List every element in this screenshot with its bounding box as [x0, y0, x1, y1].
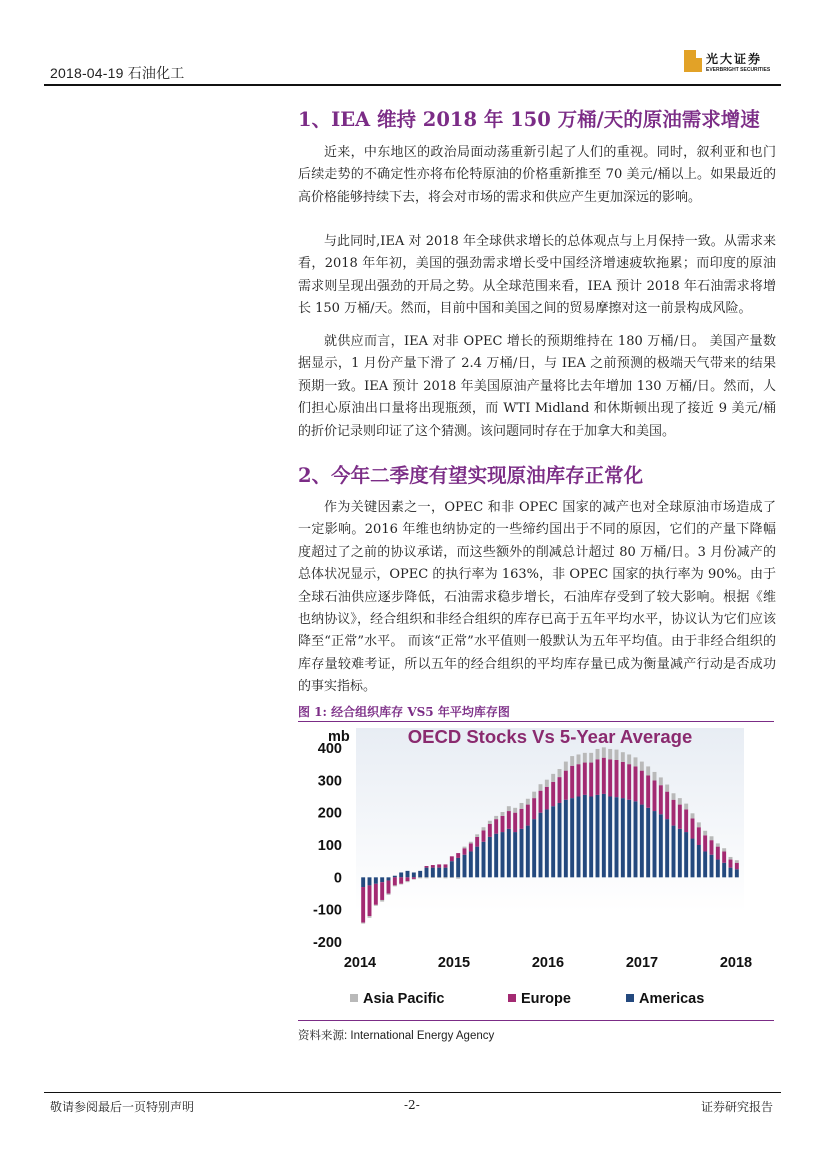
legend-label: Asia Pacific [363, 991, 445, 1007]
bar-europe [602, 758, 606, 794]
legend-swatch-asia-pacific [350, 994, 358, 1002]
bar-americas [507, 829, 511, 878]
y-tick-label: -200 [312, 935, 342, 951]
bar-americas [539, 813, 543, 878]
bar-americas [532, 819, 536, 877]
y-tick-label: 100 [317, 838, 342, 854]
bar-europe [463, 848, 467, 854]
bar-asia-pacific [393, 885, 397, 886]
bar-europe [469, 843, 473, 851]
figure-caption: 图 1: 经合组织库存 VS5 年平均库存图 [298, 705, 510, 719]
bar-asia-pacific [482, 827, 486, 830]
y-tick-label: -100 [312, 902, 342, 919]
section-2-heading: 2、今年二季度有望实现原油库存正常化 [298, 464, 644, 487]
bar-asia-pacific [653, 772, 657, 780]
bar-asia-pacific [368, 916, 372, 918]
header-divider [44, 84, 781, 86]
logo-chinese-name: 光大证券 [706, 52, 763, 66]
bar-americas [602, 794, 606, 877]
bar-europe [456, 853, 460, 858]
bar-americas [463, 855, 467, 878]
footer-divider [44, 1092, 781, 1093]
bar-americas [431, 868, 435, 878]
bar-asia-pacific [716, 843, 720, 846]
bar-americas [513, 832, 517, 877]
bar-americas [665, 819, 669, 877]
bar-americas [583, 795, 587, 877]
bar-europe [475, 837, 479, 847]
bar-asia-pacific [463, 847, 467, 849]
bar-europe [697, 827, 701, 845]
bar-americas [627, 800, 631, 878]
y-tick-label: 200 [317, 805, 342, 822]
y-tick-label: 400 [317, 741, 342, 757]
bar-americas [482, 842, 486, 878]
bar-asia-pacific [703, 831, 707, 836]
bar-europe [678, 805, 682, 829]
bar-asia-pacific [450, 877, 454, 878]
bar-americas [653, 811, 657, 877]
bar-europe [374, 884, 378, 905]
bar-europe [380, 882, 384, 900]
bar-americas [387, 877, 391, 880]
bar-europe [589, 763, 593, 797]
bar-europe [659, 785, 663, 814]
bar-americas [488, 837, 492, 877]
header-date-category: 2018-04-19 石油化工 [50, 65, 185, 81]
bar-europe [615, 760, 619, 797]
bar-europe [653, 780, 657, 811]
legend-swatch-europe [508, 994, 516, 1002]
bar-americas [570, 798, 574, 877]
bar-asia-pacific [418, 877, 422, 878]
bar-americas [368, 877, 372, 885]
bar-americas [456, 858, 460, 877]
footer-report-type: 证券研究报告 [701, 1100, 774, 1114]
bar-americas [710, 855, 714, 878]
y-tick-label: 300 [317, 773, 342, 790]
bar-europe [577, 764, 581, 796]
bar-europe [634, 766, 638, 801]
bar-europe [564, 771, 568, 800]
bar-europe [444, 864, 448, 867]
bar-americas [380, 877, 384, 882]
legend-label: Americas [639, 991, 705, 1007]
legend-label: Europe [521, 991, 571, 1007]
bar-asia-pacific [475, 834, 479, 837]
bar-europe [722, 851, 726, 862]
bar-asia-pacific [672, 793, 676, 799]
bar-asia-pacific [710, 836, 714, 840]
section-1-paragraph-3: 就供应而言，IEA 对非 OPEC 增长的预期维持在 180 万桶/日。 美国产量数据显示，1 月份产量下滑了 2.4 万桶/日，与 IEA 之前预测的极端天气带来的结果预期一致。IEA 预计 2018 年美国原油产量将比去年增加 130 万桶/日。然而，人们担心原油出口量将出现瓶颈，而 WTI Midland 和休斯顿出现了接近 9 美元/桶的折价记录则印证了这个猜测。该问题同时存在于加拿大和美国。 [298, 334, 776, 439]
oecd-stocks-chart [298, 722, 774, 1017]
bar-europe [621, 762, 625, 798]
bar-asia-pacific [621, 752, 625, 762]
bar-americas [361, 877, 365, 887]
logo-english-name: EVERBRIGHT SECURITIES [706, 67, 771, 73]
bar-americas [646, 808, 650, 878]
bar-americas [634, 801, 638, 877]
bar-europe [425, 866, 429, 868]
bar-asia-pacific [488, 821, 492, 824]
bar-europe [437, 864, 441, 867]
bar-europe [526, 805, 530, 826]
bar-americas [393, 876, 397, 878]
x-tick-label: 2016 [531, 955, 565, 971]
bar-europe [412, 877, 416, 879]
bar-americas [444, 868, 448, 878]
bar-asia-pacific [513, 808, 517, 813]
bar-americas [691, 839, 695, 878]
brand-logo [684, 50, 784, 76]
bar-europe [608, 759, 612, 796]
bar-asia-pacific [431, 877, 435, 878]
bar-asia-pacific [627, 754, 631, 764]
bar-europe [665, 792, 669, 819]
logo-mark-icon [684, 50, 696, 72]
legend-swatch-americas [626, 994, 634, 1002]
bar-americas [450, 861, 454, 877]
bar-americas [374, 877, 378, 883]
bar-asia-pacific [444, 877, 448, 878]
bar-europe [729, 860, 733, 868]
bar-asia-pacific [545, 780, 549, 787]
section-1-paragraph-1: 近来，中东地区的政治局面动荡重新引起了人们的重视。同时，叙利亚和也门后续走势的不确定性亦将布伦特原油的价格重新推至 70 美元/桶以上。如果最近的高价格能够持续下去，将会对市场的需求和供应产生更加深远的影响。 [298, 145, 776, 205]
bar-americas [697, 845, 701, 877]
bar-americas [621, 798, 625, 877]
bar-americas [703, 851, 707, 877]
x-tick-label: 2018 [719, 955, 753, 971]
bar-americas [412, 872, 416, 877]
bar-asia-pacific [729, 857, 733, 860]
bar-asia-pacific [602, 747, 606, 757]
footer-disclaimer: 敬请参阅最后一页特别声明 [50, 1100, 195, 1114]
bar-europe [596, 759, 600, 795]
bar-europe [672, 800, 676, 826]
bar-asia-pacific [539, 784, 543, 790]
bar-europe [501, 816, 505, 832]
bar-americas [437, 868, 441, 878]
bar-europe [627, 764, 631, 800]
bar-asia-pacific [634, 757, 638, 766]
bar-asia-pacific [469, 842, 473, 844]
bar-americas [475, 847, 479, 878]
bar-europe [361, 887, 365, 923]
bar-europe [450, 856, 454, 861]
bar-asia-pacific [640, 762, 644, 771]
section-1-heading: 1、IEA 维持 2018 年 150 万桶/天的原油需求增速 [298, 108, 760, 131]
bar-asia-pacific [380, 900, 384, 902]
bar-europe [406, 877, 410, 881]
bar-europe [494, 819, 498, 834]
x-tick-label: 2015 [437, 955, 471, 971]
bar-asia-pacific [456, 877, 460, 878]
bar-europe [646, 775, 650, 807]
bar-asia-pacific [589, 753, 593, 763]
section-2-paragraph-1: 作为关键因素之一，OPEC 和非 OPEC 国家的减产也对全球原油市场造成了一定影响。2016 年维也纳协定的一些缔约国出于不同的原因，它们的产量下降幅度超过了之前的协议承诺，而这些额外的削减总计超过 80 万桶/日。3 月份减产的总体状况显示，OPEC 的执行率为 163%，非 OPEC 国家的执行率为 90%。由于全球石油供应逐步降低，石油需求稳步增长，石油库存受到了较大影响。根据《维也纳协议》，经合组织和非经合组织的库存已高于五年平均水平，协议认为它们应该降至“正常”水平。 而该“正常”水平值则一般默认为五年平均值。由于非经合组织的库存量较难考证，所以五年的经合组织的平均库存量已成为衡量减产行动是否成功的事实指标。 [298, 500, 776, 695]
bar-europe [583, 763, 587, 795]
bar-asia-pacific [697, 822, 701, 827]
chart-y-unit-label: mb [328, 729, 350, 745]
bar-asia-pacific [596, 749, 600, 759]
bar-asia-pacific [583, 753, 587, 763]
bar-americas [406, 871, 410, 877]
bar-americas [640, 805, 644, 878]
bar-americas [551, 806, 555, 877]
bar-americas [672, 826, 676, 878]
bar-americas [564, 800, 568, 878]
bar-europe [482, 830, 486, 841]
bar-americas [425, 868, 429, 878]
bar-europe [545, 787, 549, 810]
bar-europe [431, 865, 435, 868]
bar-asia-pacific [501, 812, 505, 816]
bar-americas [729, 868, 733, 878]
bar-asia-pacific [722, 848, 726, 851]
figure-bottom-rule [298, 1020, 774, 1021]
x-tick-label: 2014 [343, 955, 377, 971]
bar-americas [716, 860, 720, 878]
bar-europe [539, 791, 543, 813]
bar-americas [526, 826, 530, 878]
bar-asia-pacific [577, 754, 581, 764]
bar-europe [703, 835, 707, 851]
bar-europe [551, 782, 555, 806]
bar-asia-pacific [437, 877, 441, 878]
bar-asia-pacific [494, 816, 498, 819]
bar-americas [678, 829, 682, 878]
bar-europe [368, 885, 372, 916]
bar-asia-pacific [691, 813, 695, 818]
bar-asia-pacific [608, 749, 612, 759]
bar-americas [399, 872, 403, 877]
bar-americas [577, 797, 581, 878]
bar-asia-pacific [526, 799, 530, 805]
bar-asia-pacific [665, 785, 669, 792]
bar-asia-pacific [507, 806, 511, 811]
bar-americas [615, 797, 619, 877]
bar-asia-pacific [558, 769, 562, 777]
bar-europe [735, 863, 739, 869]
bar-europe [387, 881, 391, 894]
bar-americas [722, 863, 726, 878]
bar-americas [469, 851, 473, 877]
bar-europe [393, 877, 397, 885]
bar-europe [640, 771, 644, 805]
bar-europe [710, 840, 714, 855]
bar-europe [558, 777, 562, 803]
bar-europe [513, 813, 517, 832]
bar-asia-pacific [735, 860, 739, 863]
chart-title: OECD Stocks Vs 5-Year Average [407, 726, 693, 747]
bar-americas [608, 797, 612, 878]
bar-americas [494, 834, 498, 878]
figure-source: 资料来源: International Energy Agency [298, 1030, 495, 1042]
bar-asia-pacific [520, 803, 524, 809]
bar-asia-pacific [678, 798, 682, 804]
bar-asia-pacific [551, 774, 555, 782]
bar-americas [596, 795, 600, 877]
bar-americas [659, 814, 663, 877]
bar-asia-pacific [425, 877, 429, 878]
bar-americas [684, 832, 688, 877]
bar-europe [399, 877, 403, 883]
bar-asia-pacific [374, 905, 378, 906]
bar-asia-pacific [615, 750, 619, 760]
bar-europe [691, 818, 695, 838]
bar-asia-pacific [412, 879, 416, 880]
bar-americas [558, 803, 562, 877]
bar-europe [520, 809, 524, 829]
bar-americas [520, 829, 524, 878]
bar-americas [545, 809, 549, 877]
y-tick-label: 0 [333, 870, 342, 887]
bar-americas [501, 832, 505, 877]
bar-europe [507, 811, 511, 829]
bar-europe [488, 824, 492, 837]
bar-americas [418, 871, 422, 877]
bar-asia-pacific [361, 923, 365, 924]
bar-asia-pacific [399, 884, 403, 885]
bar-asia-pacific [646, 766, 650, 775]
bar-asia-pacific [406, 881, 410, 882]
section-1-paragraph-2: 与此同时,IEA 对 2018 年全球供求增长的总体观点与上月保持一致。从需求来看，2018 年年初，美国的强劲需求增长受中国经济增速疲软拖累；而印度的原油需求则呈现出强劲的开局之势。从全球范围来看，IEA 预计 2018 年石油需求将增长 150 万桶/天。然而，目前中国和美国之间的贸易摩擦对这一前景构成风险。 [298, 234, 776, 317]
bar-europe [532, 798, 536, 819]
bar-asia-pacific [387, 894, 391, 895]
bar-americas [735, 869, 739, 877]
bar-asia-pacific [532, 792, 536, 798]
bar-europe [570, 766, 574, 798]
bar-europe [684, 809, 688, 832]
bar-asia-pacific [684, 804, 688, 810]
bar-europe [716, 847, 720, 860]
bar-asia-pacific [659, 777, 663, 785]
bar-asia-pacific [564, 762, 568, 771]
bar-asia-pacific [570, 756, 574, 766]
bar-americas [589, 797, 593, 878]
x-tick-label: 2017 [625, 955, 659, 971]
page-number: -2- [404, 1098, 420, 1112]
